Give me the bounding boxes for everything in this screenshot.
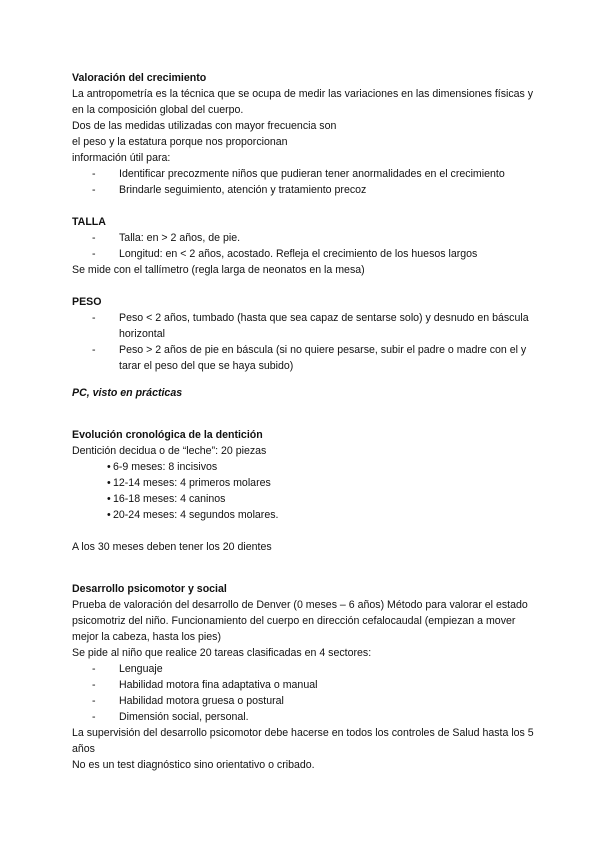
heading-denticion: Evolución cronológica de la dentición	[72, 429, 263, 441]
heading-psicomotor: Desarrollo psicomotor y social	[72, 583, 227, 595]
list-item: • 20-24 meses: 4 segundos molares.	[107, 507, 542, 523]
heading-talla: TALLA	[72, 216, 106, 228]
section-crecimiento	[72, 70, 542, 198]
list-item: - Identificar precozmente niños que pudieran tener anormalidades en el crecimiento	[92, 166, 542, 182]
paragraph-line: información útil para:	[72, 152, 171, 164]
list-item: - Habilidad motora gruesa o postural	[92, 693, 542, 709]
heading-peso: PESO	[72, 296, 102, 308]
talla-list	[72, 230, 542, 262]
section-denticion	[72, 427, 542, 555]
paragraph-line: Dos de las medidas utilizadas con mayor frecuencia son	[72, 120, 337, 132]
list-item: - Longitud: en < 2 años, acostado. Refleja el crecimiento de los huesos largos	[92, 246, 542, 262]
list-item: - Dimensión social, personal.	[92, 709, 542, 725]
paragraph-line: La antropometría es la técnica que se ocupa de medir las variaciones en las dimensiones físicas y en la composición global del cuerpo.	[72, 88, 534, 116]
list-item: - Lenguaje	[92, 661, 542, 677]
heading-crecimiento: Valoración del crecimiento	[72, 72, 207, 84]
list-item: - Habilidad motora fina adaptativa o manual	[92, 677, 542, 693]
peso-list	[72, 310, 542, 374]
psicomotor-note: La supervisión del desarrollo psicomotor debe hacerse en todos los controles de Salud hasta los 5 años	[72, 727, 534, 755]
crecimiento-list	[72, 166, 542, 198]
list-item: - Peso < 2 años, tumbado (hasta que sea capaz de sentarse solo) y desnudo en báscula horizontal	[92, 310, 542, 342]
list-item: - Peso > 2 años de pie en báscula (si no quiere pesarse, subir el padre o madre con el y tarar el peso del que se haya subido)	[92, 342, 542, 374]
section-psicomotor	[72, 581, 542, 773]
list-item: - Brindarle seguimiento, atención y tratamiento precoz	[92, 182, 542, 198]
psicomotor-note: No es un test diagnóstico sino orientativo o cribado.	[72, 759, 315, 771]
document-body	[72, 70, 542, 773]
section-talla	[72, 214, 542, 278]
list-item: • 12-14 meses: 4 primeros molares	[107, 475, 542, 491]
section-peso	[72, 294, 542, 374]
list-item: • 6-9 meses: 8 incisivos	[107, 459, 542, 475]
psicomotor-intro: Prueba de valoración del desarrollo de Denver (0 meses – 6 años) Método para valorar el estado psicomotriz del niño. Funcionamiento del cuerpo en dirección cefalocaudal (empiezan a mover mejor la cabeza, hasta los pies)	[72, 599, 528, 643]
list-item: - Talla: en > 2 años, de pie.	[92, 230, 542, 246]
talla-note: Se mide con el tallímetro (regla larga de neonatos en la mesa)	[72, 264, 365, 276]
pc-note: PC, visto en prácticas	[72, 387, 183, 399]
paragraph-line: el peso y la estatura porque nos proporcionan	[72, 136, 288, 148]
psicomotor-list	[72, 661, 542, 725]
psicomotor-lead: Se pide al niño que realice 20 tareas clasificadas en 4 sectores:	[72, 647, 372, 659]
denticion-intro: Dentición decidua o de “leche”: 20 piezas	[72, 445, 267, 457]
list-item: • 16-18 meses: 4 caninos	[107, 491, 542, 507]
denticion-list	[72, 459, 542, 523]
denticion-note: A los 30 meses deben tener los 20 dientes	[72, 541, 272, 553]
